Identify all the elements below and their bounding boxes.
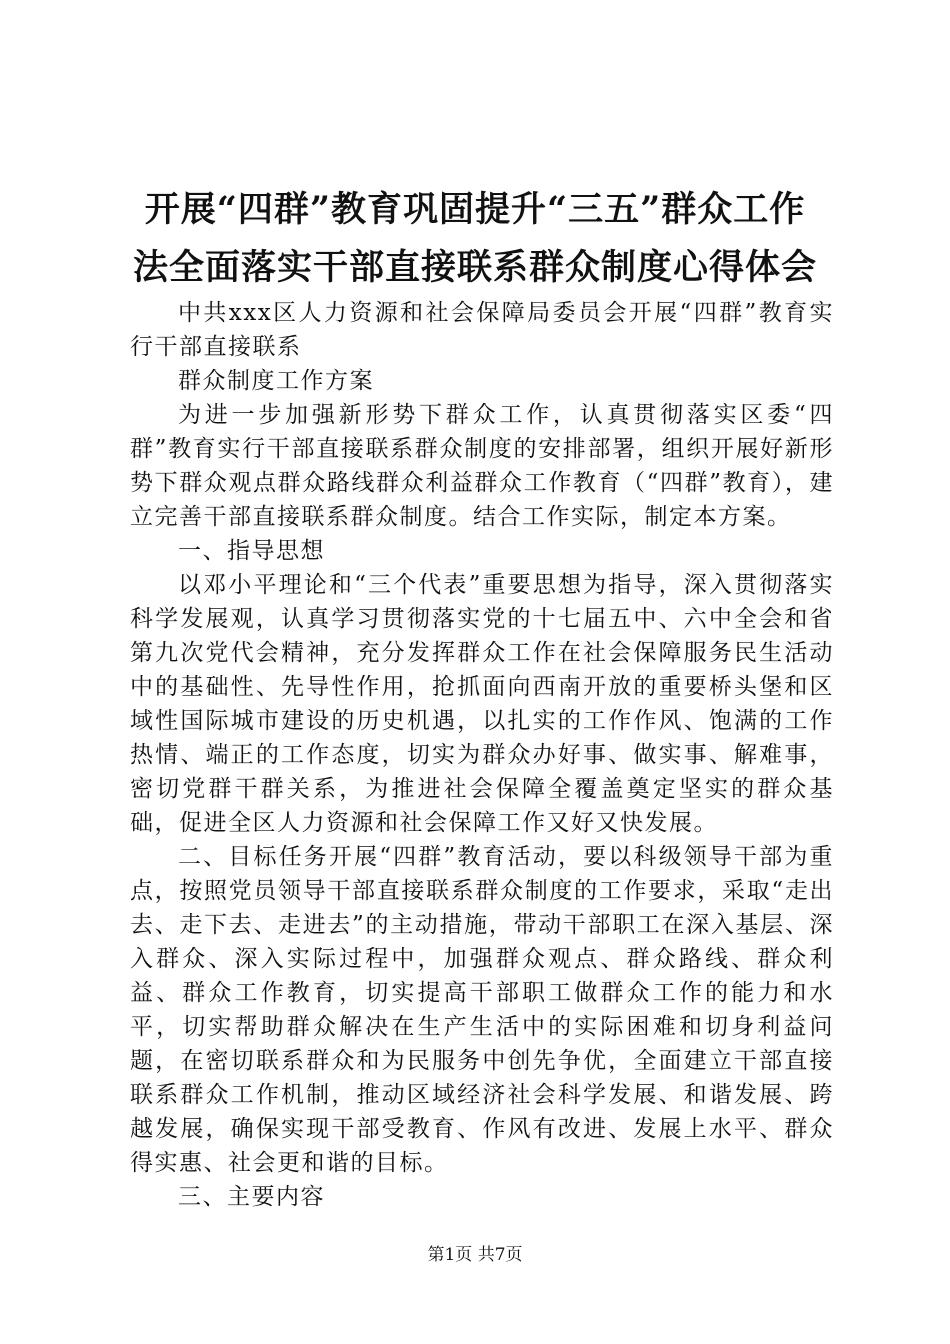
paragraph-guiding-thought: 以邓小平理论和“三个代表”重要思想为指导，深入贯彻落实科学发展观，认真学习贯彻落实党的十七届五中、六中全会和省第九次党代会精神，充分发挥群众工作在社会保障服务民生活动中的基础性、先导性作用，抢抓面向西南开放的重要桥头堡和区域性国际城市建设的历史机遇，以扎实的工作作风、饱满的工作热情、端正的工作态度，切实为群众办好事、做实事、解难事，密切党群干群关系，为推进社会保障全覆盖奠定坚实的群众基础，促进全区人力资源和社会保障工作又好又快发展。 [130, 572, 834, 836]
section-heading-main-content: 三、主要内容 [178, 1184, 325, 1210]
document-body [130, 296, 834, 1214]
paragraph-header: 中共xxx区人力资源和社会保障局委员会开展“四群”教育实行干部直接联系 [130, 300, 834, 360]
section-heading-guiding-thought: 一、指导思想 [178, 538, 325, 564]
paragraph-goals-tasks: 二、目标任务开展“四群”教育活动，要以科级领导干部为重点，按照党员领导干部直接联系群众制度的工作要求，采取“走出去、走下去、走进去”的主动措施，带动干部职工在深入基层、深入群众、深入实际过程中，加强群众观点、群众路线、群众利益、群众工作教育，切实提高干部职工做群众工作的能力和水平，切实帮助群众解决在生产生活中的实际困难和切身利益问题，在密切联系群众和为民服务中创先争优，全面建立干部直接联系群众工作机制，推动区域经济社会科学发展、和谐发展、跨越发展，确保实现干部受教育、作风有改进、发展上水平、群众得实惠、社会更和谐的目标。 [130, 844, 834, 1176]
paragraph-intro: 为进一步加强新形势下群众工作，认真贯彻落实区委“四群”教育实行干部直接联系群众制度的安排部署，组织开展好新形势下群众观点群众路线群众利益群众工作教育（“四群”教育），建立完善干部直接联系群众制度。结合工作实际，制定本方案。 [130, 402, 834, 530]
document-title-line-2: 法全面落实干部直接联系群众制度心得体会 [132, 247, 817, 288]
document-title-line-1: 开展“四群”教育巩固提升“三五”群众工作 [144, 189, 806, 230]
paragraph-plan-title: 群众制度工作方案 [178, 368, 374, 394]
page-number-footer: 第1页 共7页 [427, 1245, 523, 1265]
